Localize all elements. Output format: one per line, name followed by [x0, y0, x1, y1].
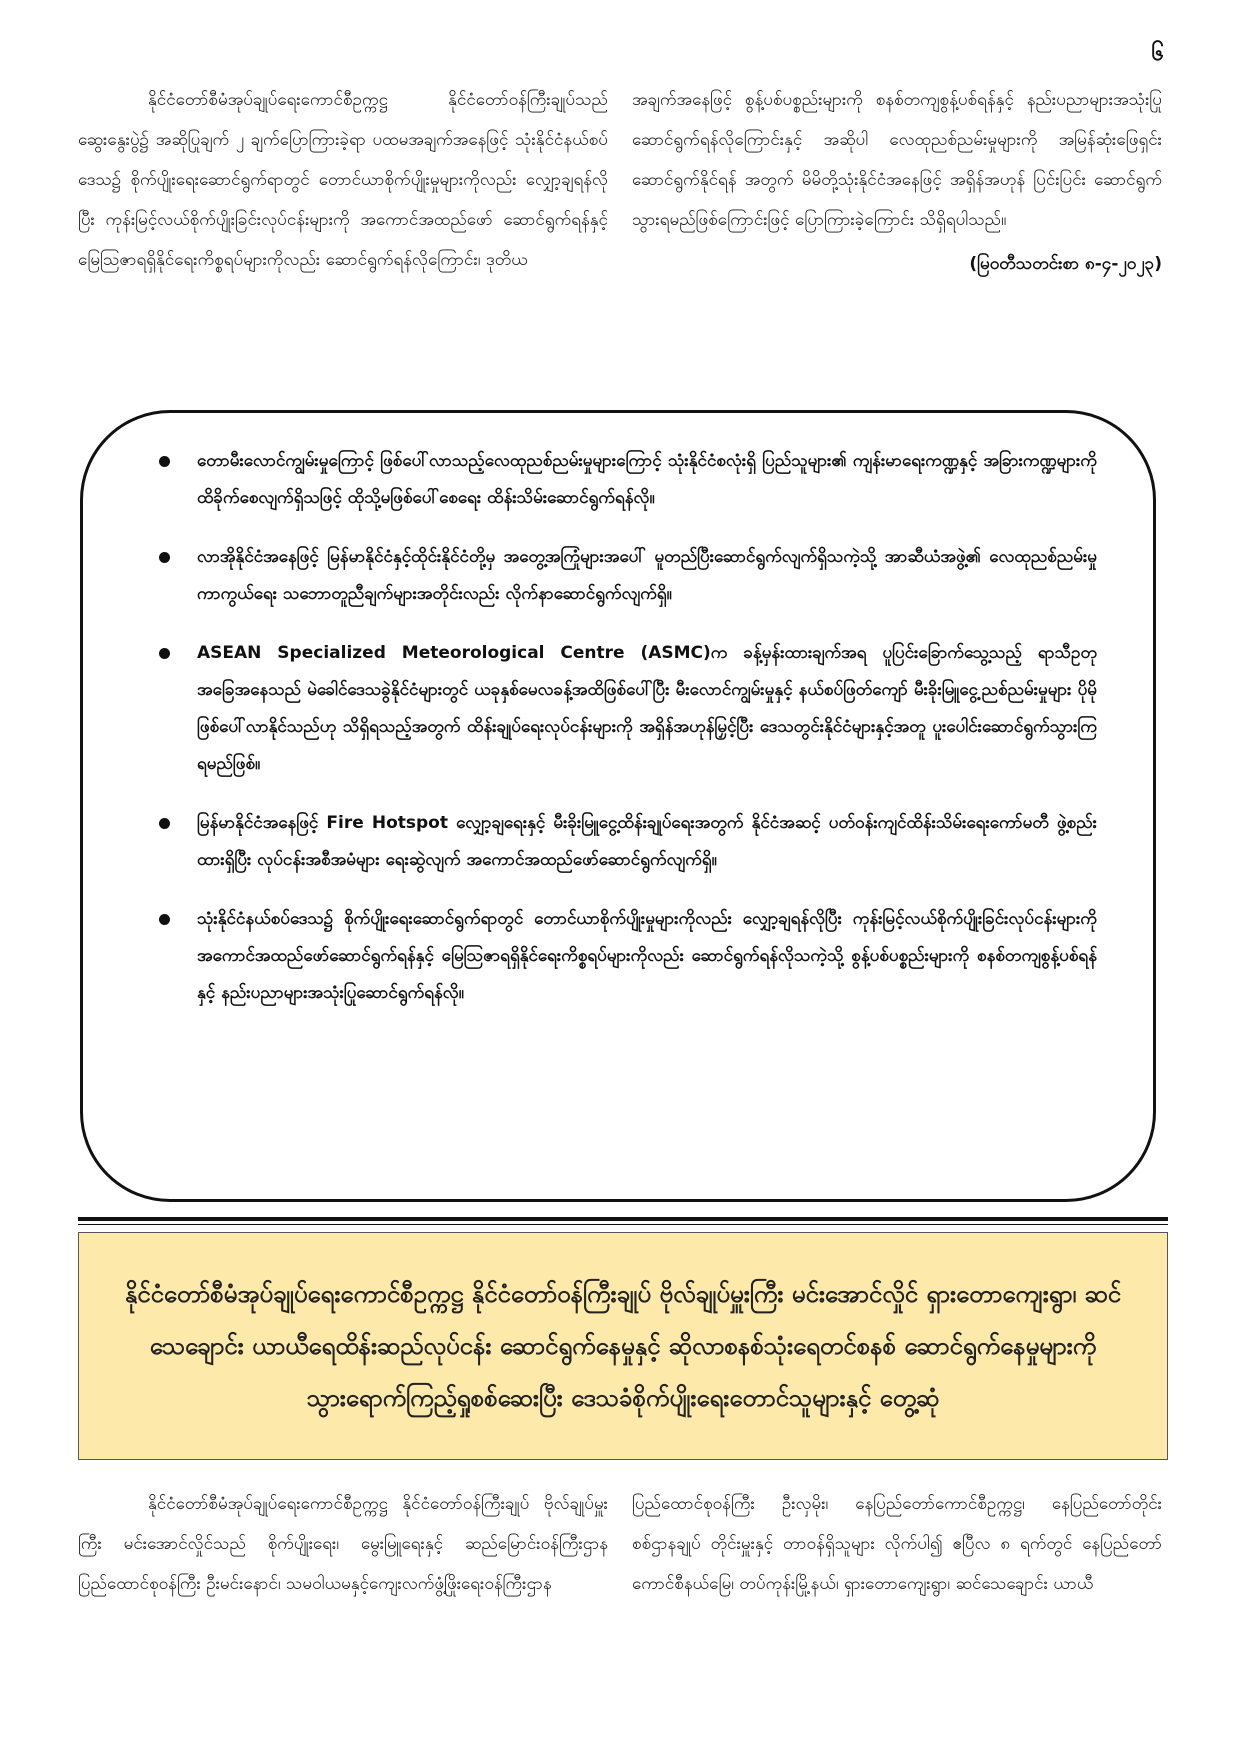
- bullet-dot-icon: [159, 818, 170, 829]
- headline-box: [78, 1232, 1168, 1460]
- bullet-dot-icon: [159, 648, 170, 659]
- summary-box: [80, 410, 1156, 1202]
- summary-bullet-list: [159, 443, 1097, 1012]
- section-divider-thick: [78, 1217, 1168, 1221]
- bullet-item: [159, 443, 1097, 517]
- bullet-text: လာအိုနိုင်ငံအနေဖြင့် မြန်မာနိုင်ငံနှင့်ထိုင်းနိုင်ငံတို့မှ အတွေ့အကြုံများအပေါ် မူတည်ပြီးဆောင်ရွက်လျက်ရှိသကဲ့သို့ အာဆီယံအဖွဲ့၏ လေထုညစ်ညမ်းမှုကာကွယ်ရေး သဘောတူညီချက်များအတိုင်းလည်း လိုက်နာဆောင်ရွက်လျက်ရှိ။: [197, 547, 1097, 604]
- top-article-columns: [78, 80, 1162, 395]
- bullet-item: [159, 805, 1097, 879]
- bullet-item: [159, 635, 1097, 783]
- page-number: ၆: [1151, 41, 1164, 66]
- bottom-left-paragraph: နိုင်ငံတော်စီမံအုပ်ချုပ်ရေးကောင်စီဥက္ကဋ္ဌ နိုင်ငံတော်ဝန်ကြီးချုပ် ဗိုလ်ချုပ်မှူးကြီး မင်းအောင်လှိုင်သည် စိုက်ပျိုးရေး၊ မွေးမြူရေးနှင့် ဆည်မြောင်းဝန်ကြီးဌာန ပြည်ထောင်စုဝန်ကြီး ဦးမင်းနောင်၊ သမဝါယမနှင့်ကျေးလက်ဖွံ့ဖြိုးရေးဝန်ကြီးဌာန: [78, 1494, 608, 1594]
- bullet-dot-icon: [159, 456, 170, 467]
- bullet-text: ASEAN Specialized Meteorological Centre (ASMC)က ခန့်မှန်းထားချက်အရ ပူပြင်းခြောက်သွေ့သည့် ရာသီဥတုအခြေအနေသည် မဲခေါင်ဒေသခွဲနိုင်ငံများတွင် ယခုနှစ်မေလခန့်အထိဖြစ်ပေါ်ပြီး မီးလောင်ကျွမ်းမှုနှင့် နယ်စပ်ဖြတ်ကျော် မီးခိုးမြူငွေ့ညစ်ညမ်းမှုများ ပိုမိုဖြစ်ပေါ်လာနိုင်သည်ဟု သိရှိရသည့်အတွက် ထိန်းချုပ်ရေးလုပ်ငန်းများကို အရှိန်အဟုန်မြှင့်ပြီး ဒေသတွင်းနိုင်ငံများနှင့်အတူ ပူးပေါင်းဆောင်ရွက်သွားကြရမည်ဖြစ်။: [197, 643, 1097, 774]
- bullet-text: မြန်မာနိုင်ငံအနေဖြင့် Fire Hotspot လျှော့ချရေးနှင့် မီးခိုးမြူငွေ့ထိန်းချုပ်ရေးအတွက် နိုင်ငံအဆင့် ပတ်ဝန်းကျင်ထိန်းသိမ်းရေးကော်မတီ ဖွဲ့စည်းထားရှိပြီး လုပ်ငန်းအစီအမံများ ရေးဆွဲလျက် အကောင်အထည်ဖော်ဆောင်ရွက်လျက်ရှိ။: [197, 813, 1097, 870]
- bullet-dot-icon: [159, 552, 170, 563]
- bullet-item: [159, 539, 1097, 613]
- bottom-left-column: [78, 1484, 608, 1724]
- bullet-item: [159, 901, 1097, 1012]
- bottom-article-columns: [78, 1484, 1162, 1724]
- bullet-text: သုံးနိုင်ငံနယ်စပ်ဒေသ၌ စိုက်ပျိုးရေးဆောင်ရွက်ရာတွင် တောင်ယာစိုက်ပျိုးမှုများကိုလည်း လျှော့ချရန်လိုပြီး ကုန်းမြင့်လယ်စိုက်ပျိုးခြင်းလုပ်ငန်းများကို အကောင်အထည်ဖော်ဆောင်ရွက်ရန်နှင့် မြေဩဇာရရှိနိုင်ရေးကိစ္စရပ်များကိုလည်း ဆောင်ရွက်ရန်လိုသကဲ့သို့ စွန့်ပစ်ပစ္စည်းများကို စနစ်တကျစွန့်ပစ်ရန်နှင့် နည်းပညာများအသုံးပြုဆောင်ရွက်ရန်လို။: [197, 909, 1097, 1003]
- news-source: (မြဝတီသတင်းစာ ၈-၄-၂၀၂၃): [969, 254, 1162, 274]
- top-left-paragraph: နိုင်ငံတော်စီမံအုပ်ချုပ်ရေးကောင်စီဥက္ကဋ္ဌ နိုင်ငံတော်ဝန်ကြီးချုပ်သည် ဆွေးနွေးပွဲ၌ အဆိုပြုချက် ၂ ချက်ပြောကြားခဲ့ရာ ပထမအချက်အနေဖြင့် သုံးနိုင်ငံနယ်စပ်ဒေသ၌ စိုက်ပျိုးရေးဆောင်ရွက်ရာတွင် တောင်ယာစိုက်ပျိုးမှုများကိုလည်း လျှော့ချရန်လိုပြီး ကုန်းမြင့်လယ်စိုက်ပျိုးခြင်းလုပ်ငန်းများကို အကောင်အထည်ဖော် ဆောင်ရွက်ရန်နှင့် မြေဩဇာရရှိနိုင်ရေးကိစ္စရပ်များကိုလည်း ဆောင်ရွက်ရန်လိုကြောင်း၊ ဒုတိယ: [78, 90, 608, 270]
- top-right-paragraph: အချက်အနေဖြင့် စွန့်ပစ်ပစ္စည်းများကို စနစ်တကျစွန့်ပစ်ရန်နှင့် နည်းပညာများအသုံးပြုဆောင်ရွက်ရန်လိုကြောင်းနှင့် အဆိုပါ လေထုညစ်ညမ်းမှုများကို အမြန်ဆုံးဖြေရှင်းဆောင်ရွက်နိုင်ရန် အတွက် မိမိတို့သုံးနိုင်ငံအနေဖြင့် အရှိန်အဟုန် ပြင်းပြင်း ဆောင်ရွက်သွားရမည်ဖြစ်ကြောင်းဖြင့် ပြောကြားခဲ့ကြောင်း သိရှိရပါသည်။: [632, 90, 1162, 230]
- bottom-right-paragraph: ပြည်ထောင်စုဝန်ကြီး ဦးလှမိုး၊ နေပြည်တော်ကောင်စီဥက္ကဋ္ဌ၊ နေပြည်တော်တိုင်းစစ်ဌာနချုပ် တိုင်းမှူးနှင့် တာဝန်ရှိသူများ လိုက်ပါ၍ ဧပြီလ ၈ ရက်တွင် နေပြည်တော်ကောင်စီနယ်မြေ၊ တပ်ကုန်းမြို့နယ်၊ ရှားတောကျေးရွာ၊ ဆင်သေချောင်း ယာယီ: [632, 1494, 1162, 1594]
- section-divider-thin: [78, 1224, 1168, 1225]
- bottom-right-column: [632, 1484, 1162, 1724]
- top-right-column: [632, 80, 1162, 395]
- top-left-column: [78, 80, 608, 395]
- bullet-dot-icon: [159, 914, 170, 925]
- bullet-text: တောမီးလောင်ကျွမ်းမှုကြောင့် ဖြစ်ပေါ်လာသည့်လေထုညစ်ညမ်းမှုများကြောင့် သုံးနိုင်ငံစလုံးရှိ ပြည်သူများ၏ ကျန်းမာရေးကဏ္ဍနှင့် အခြားကဏ္ဍများကို ထိခိုက်စေလျက်ရှိသဖြင့် ထိုသို့မဖြစ်ပေါ်စေရေး ထိန်းသိမ်းဆောင်ရွက်ရန်လို။: [197, 451, 1097, 508]
- headline: နိုင်ငံတော်စီမံအုပ်ချုပ်ရေးကောင်စီဥက္ကဋ္ဌ နိုင်ငံတော်ဝန်ကြီးချုပ် ဗိုလ်ချုပ်မှူးကြီး မင်းအောင်လှိုင် ရှားတောကျေးရွာ၊ ဆင်သေချောင်း ယာယီရေထိန်းဆည်လုပ်ငန်း ဆောင်ရွက်နေမှုနှင့် ဆိုလာစနစ်သုံးရေတင်စနစ် ဆောင်ရွက်နေမှုများကို သွားရောက်ကြည့်ရှုစစ်ဆေးပြီး ဒေသခံစိုက်ပျိုးရေးတောင်သူများနှင့် တွေ့ဆုံ: [124, 1280, 1122, 1412]
